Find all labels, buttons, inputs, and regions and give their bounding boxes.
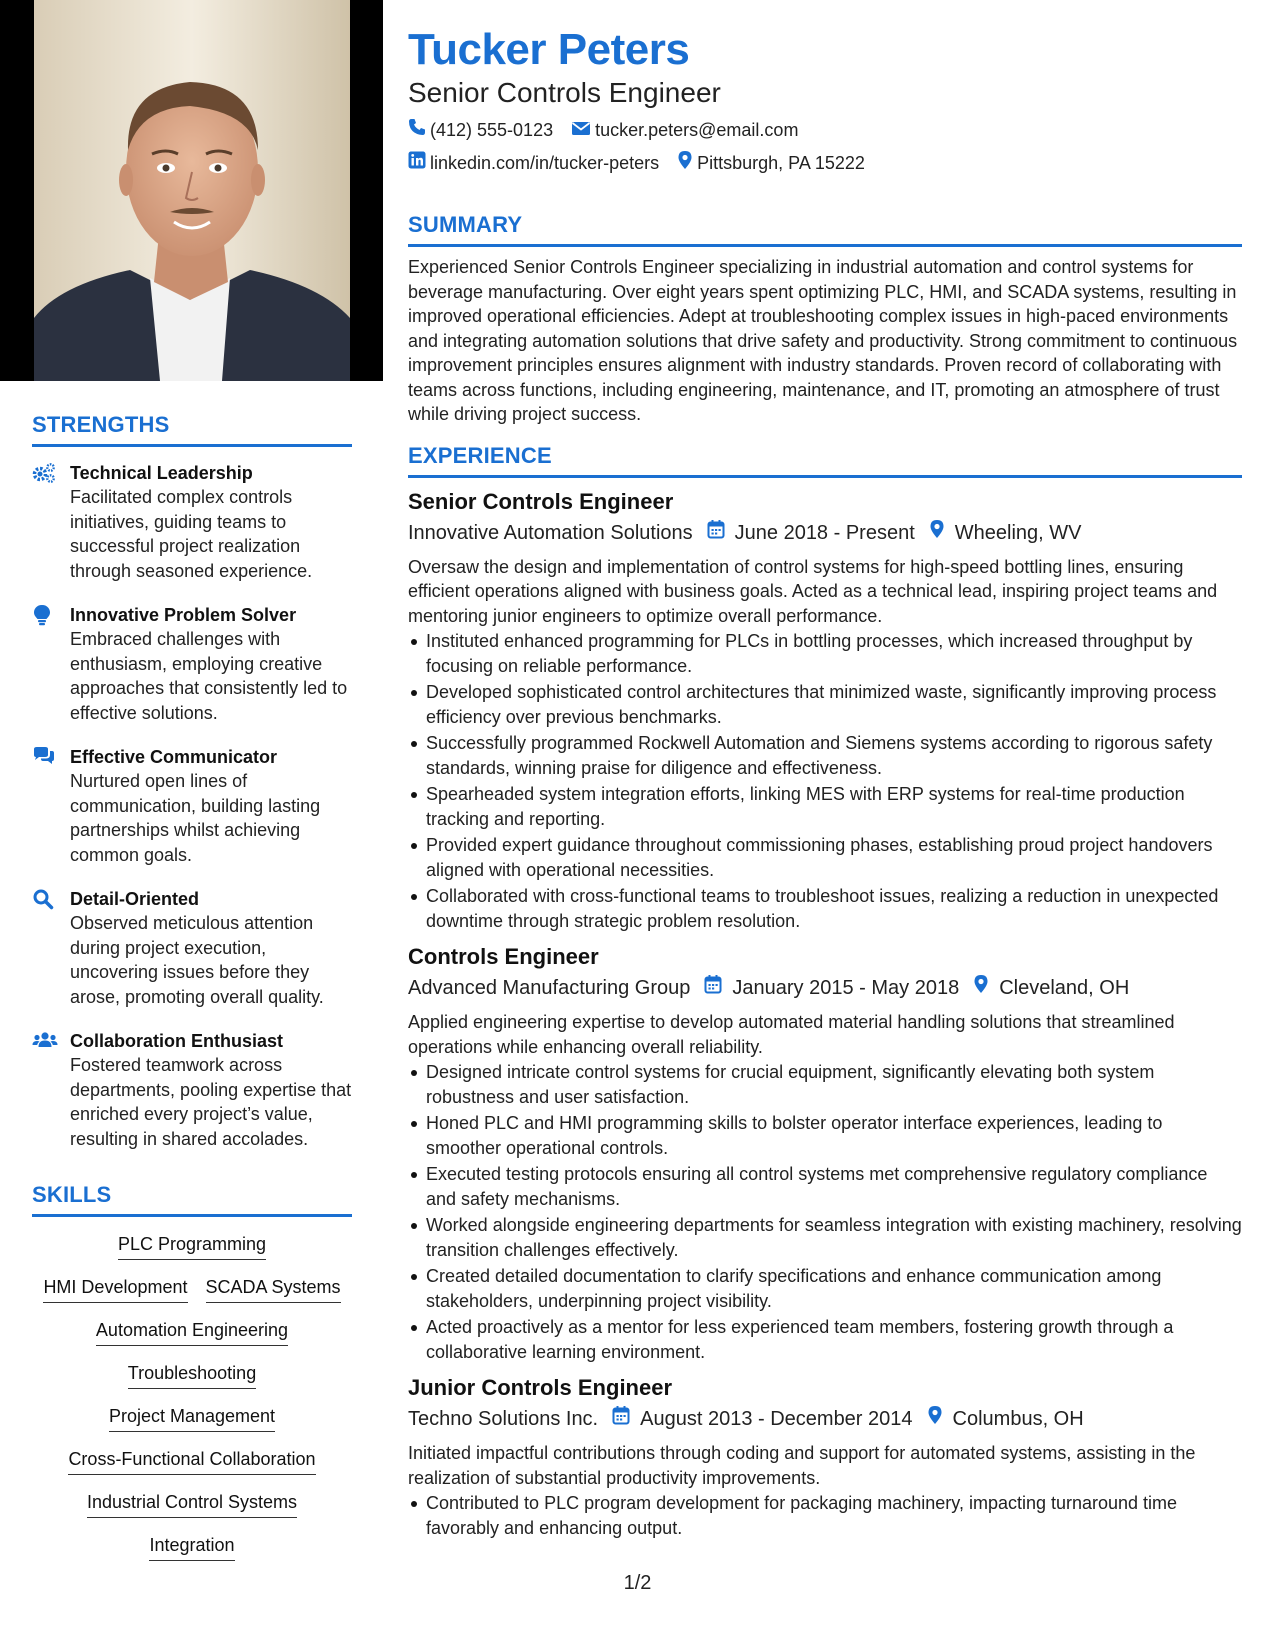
job-location <box>927 1405 1084 1433</box>
skill-tag: Troubleshooting <box>128 1362 256 1389</box>
strength-item <box>32 887 352 1009</box>
bullet-item: Instituted enhanced programming for PLCs in bottling processes, which increased throughput by focusing on reliable performance. <box>408 629 1242 678</box>
job-dates-text: August 2013 - December 2014 <box>640 1408 913 1430</box>
job-location <box>973 974 1129 1002</box>
strength-title: Technical Leadership <box>70 463 253 483</box>
phone-icon <box>408 118 430 142</box>
skills-heading: SKILLS <box>32 1182 352 1217</box>
skill-tag: Project Management <box>109 1405 275 1432</box>
bullet-item: Provided expert guidance throughout commissioning phases, establishing proud project handovers aligned with operational necessities. <box>408 833 1242 882</box>
location-contact <box>677 150 865 176</box>
skill-tag: PLC Programming <box>118 1233 266 1260</box>
candidate-name: Tucker Peters <box>408 25 690 74</box>
job-dates <box>612 1405 912 1433</box>
job-meta <box>408 1405 1242 1433</box>
bullet-item: Acted proactively as a mentor for less experienced team members, fostering growth through a collaborative learning environment. <box>408 1315 1242 1364</box>
email-contact[interactable] <box>571 118 798 142</box>
summary-heading: SUMMARY <box>408 212 1242 247</box>
job-dates <box>707 519 915 547</box>
job-location-text: Cleveland, OH <box>999 977 1130 999</box>
lightbulb-icon <box>32 603 70 725</box>
calendar-icon <box>612 1405 640 1433</box>
job-location <box>929 519 1082 547</box>
linkedin-contact[interactable] <box>408 151 659 175</box>
job-entry <box>408 1374 1242 1540</box>
summary-text: Experienced Senior Controls Engineer specializing in industrial automation and control systems for beverage manufacturing. Over eight years spent optimizing PLC, HMI, and SCADA systems, resulting in improved operational efficiencies. Adept at troubleshooting complex issues in high-paced environments and integrating automation solutions that drive safety and productivity. Strong commitment to continuous improvement principles ensures alignment with industry standards. Proven record of collaborating with teams across functions, including engineering, maintenance, and IT, promoting an atmosphere of trust while driving project success. <box>408 257 1238 424</box>
job-location-text: Wheeling, WV <box>954 521 1082 544</box>
summary-section <box>408 212 1242 427</box>
phone-text: (412) 555-0123 <box>430 120 554 140</box>
job-description: Initiated impactful contributions through coding and support for automated systems, assisting in the realization of substantial productivity improvements. <box>408 1443 1196 1488</box>
job-bullets <box>408 1491 1242 1540</box>
experience-heading: EXPERIENCE <box>408 443 1242 478</box>
skills-list <box>32 1233 352 1561</box>
company-name: Innovative Automation Solutions <box>408 521 693 544</box>
bullet-item: Worked alongside engineering departments for seamless integration with existing machinery, resolving transition challenges effectively. <box>408 1213 1242 1262</box>
strength-item <box>32 461 352 583</box>
job-entry <box>408 488 1242 934</box>
page-number-text: 1/2 <box>623 1572 652 1594</box>
skill-tag: Integration <box>149 1534 234 1561</box>
job-description: Applied engineering expertise to develop automated material handling solutions that streamlined operations while enhancing overall reliability. <box>408 1012 1175 1057</box>
job-meta <box>408 974 1242 1002</box>
skill-tag: SCADA Systems <box>206 1276 341 1303</box>
strength-item <box>32 745 352 867</box>
job-bullets <box>408 629 1242 933</box>
strength-desc: Nurtured open lines of communication, building lasting partnerships whilst achieving common goals. <box>70 771 321 865</box>
experience-section <box>408 443 1242 1541</box>
phone-contact[interactable] <box>408 118 553 142</box>
job-bullets <box>408 1060 1242 1364</box>
map-pin-icon <box>929 519 955 547</box>
strengths-list <box>32 461 352 1151</box>
strength-title: Detail-Oriented <box>70 889 200 909</box>
search-icon <box>32 887 70 1009</box>
gears-icon <box>32 461 70 583</box>
strength-title: Collaboration Enthusiast <box>70 1031 284 1051</box>
skill-tag: Automation Engineering <box>96 1319 288 1346</box>
skills-section <box>32 1182 352 1577</box>
job-title: Senior Controls Engineer <box>408 488 674 514</box>
map-pin-icon <box>677 150 697 176</box>
strength-desc: Facilitated complex controls initiatives, guiding teams to successful project realization through seasoned experience. <box>70 487 313 581</box>
skill-tag: HMI Development <box>43 1276 187 1303</box>
location-text: Pittsburgh, PA 15222 <box>697 153 865 173</box>
calendar-icon <box>704 974 732 1002</box>
job-dates-text: June 2018 - Present <box>734 521 915 544</box>
strength-desc: Fostered teamwork across departments, pooling expertise that enriched every project’s value, resulting in shared accolades. <box>70 1055 352 1149</box>
contact-line <box>408 118 1242 142</box>
strength-desc: Observed meticulous attention during project execution, uncovering issues before they arose, promoting overall quality. <box>70 913 324 1007</box>
candidate-role: Senior Controls Engineer <box>408 77 721 108</box>
job-dates-text: January 2015 - May 2018 <box>732 977 960 999</box>
strength-item <box>32 603 352 725</box>
strengths-heading: STRENGTHS <box>32 412 352 447</box>
strength-item <box>32 1029 352 1151</box>
linkedin-icon <box>408 151 430 175</box>
bullet-item: Executed testing protocols ensuring all control systems met comprehensive regulatory compliance and safety mechanisms. <box>408 1162 1242 1211</box>
bullet-item: Developed sophisticated control architectures that minimized waste, significantly improving process efficiency over previous benchmarks. <box>408 680 1242 729</box>
email-icon <box>571 118 595 142</box>
contact-line <box>408 150 1242 176</box>
job-description: Oversaw the design and implementation of control systems for high-speed bottling lines, ensuring efficient operations aligned with business goals. Acted as a technical lead, inspiring project teams and mentoring junior engineers to optimize overall performance. <box>408 556 1218 626</box>
bullet-item: Collaborated with cross-functional teams to troubleshoot issues, realizing a reduction in unexpected downtime through strategic problem resolution. <box>408 884 1242 933</box>
map-pin-icon <box>973 974 999 1002</box>
job-dates <box>704 974 959 1002</box>
right-column <box>408 24 1242 1542</box>
map-pin-icon <box>927 1405 953 1433</box>
job-entry <box>408 943 1242 1364</box>
bullet-item: Contributed to PLC program development for packaging machinery, impacting turnaround time favorably and enhancing output. <box>408 1491 1242 1540</box>
bullet-item: Spearheaded system integration efforts, linking MES with ERP systems for real-time production tracking and reporting. <box>408 782 1242 831</box>
page-number <box>0 1572 1275 1595</box>
users-icon <box>32 1029 70 1151</box>
bullet-item: Honed PLC and HMI programming skills to bolster operator interface experiences, leading to smoother operational controls. <box>408 1111 1242 1160</box>
bullet-item: Created detailed documentation to clarify specifications and enhance communication among stakeholders, underpinning project visibility. <box>408 1264 1242 1313</box>
strength-title: Innovative Problem Solver <box>70 605 297 625</box>
strength-title: Effective Communicator <box>70 747 278 767</box>
profile-photo <box>0 0 383 381</box>
job-title: Junior Controls Engineer <box>408 1375 673 1400</box>
skill-tag: Industrial Control Systems <box>87 1491 297 1518</box>
job-meta <box>408 519 1242 547</box>
job-title: Controls Engineer <box>408 944 599 969</box>
comments-icon <box>32 745 70 867</box>
bullet-item: Designed intricate control systems for crucial equipment, significantly elevating both system robustness and user satisfaction. <box>408 1060 1242 1109</box>
left-column <box>32 412 352 1171</box>
linkedin-text: linkedin.com/in/tucker-peters <box>430 153 660 173</box>
calendar-icon <box>707 519 735 547</box>
skill-tag: Cross-Functional Collaboration <box>68 1448 315 1475</box>
bullet-item: Successfully programmed Rockwell Automation and Siemens systems according to rigorous safety standards, winning praise for diligence and effectiveness. <box>408 731 1242 780</box>
strength-desc: Embraced challenges with enthusiasm, employing creative approaches that consistently led to effective solutions. <box>70 629 348 723</box>
company-name: Techno Solutions Inc. <box>408 1408 599 1430</box>
company-name: Advanced Manufacturing Group <box>408 977 691 999</box>
job-location-text: Columbus, OH <box>952 1408 1084 1430</box>
email-text: tucker.peters@email.com <box>595 120 799 140</box>
